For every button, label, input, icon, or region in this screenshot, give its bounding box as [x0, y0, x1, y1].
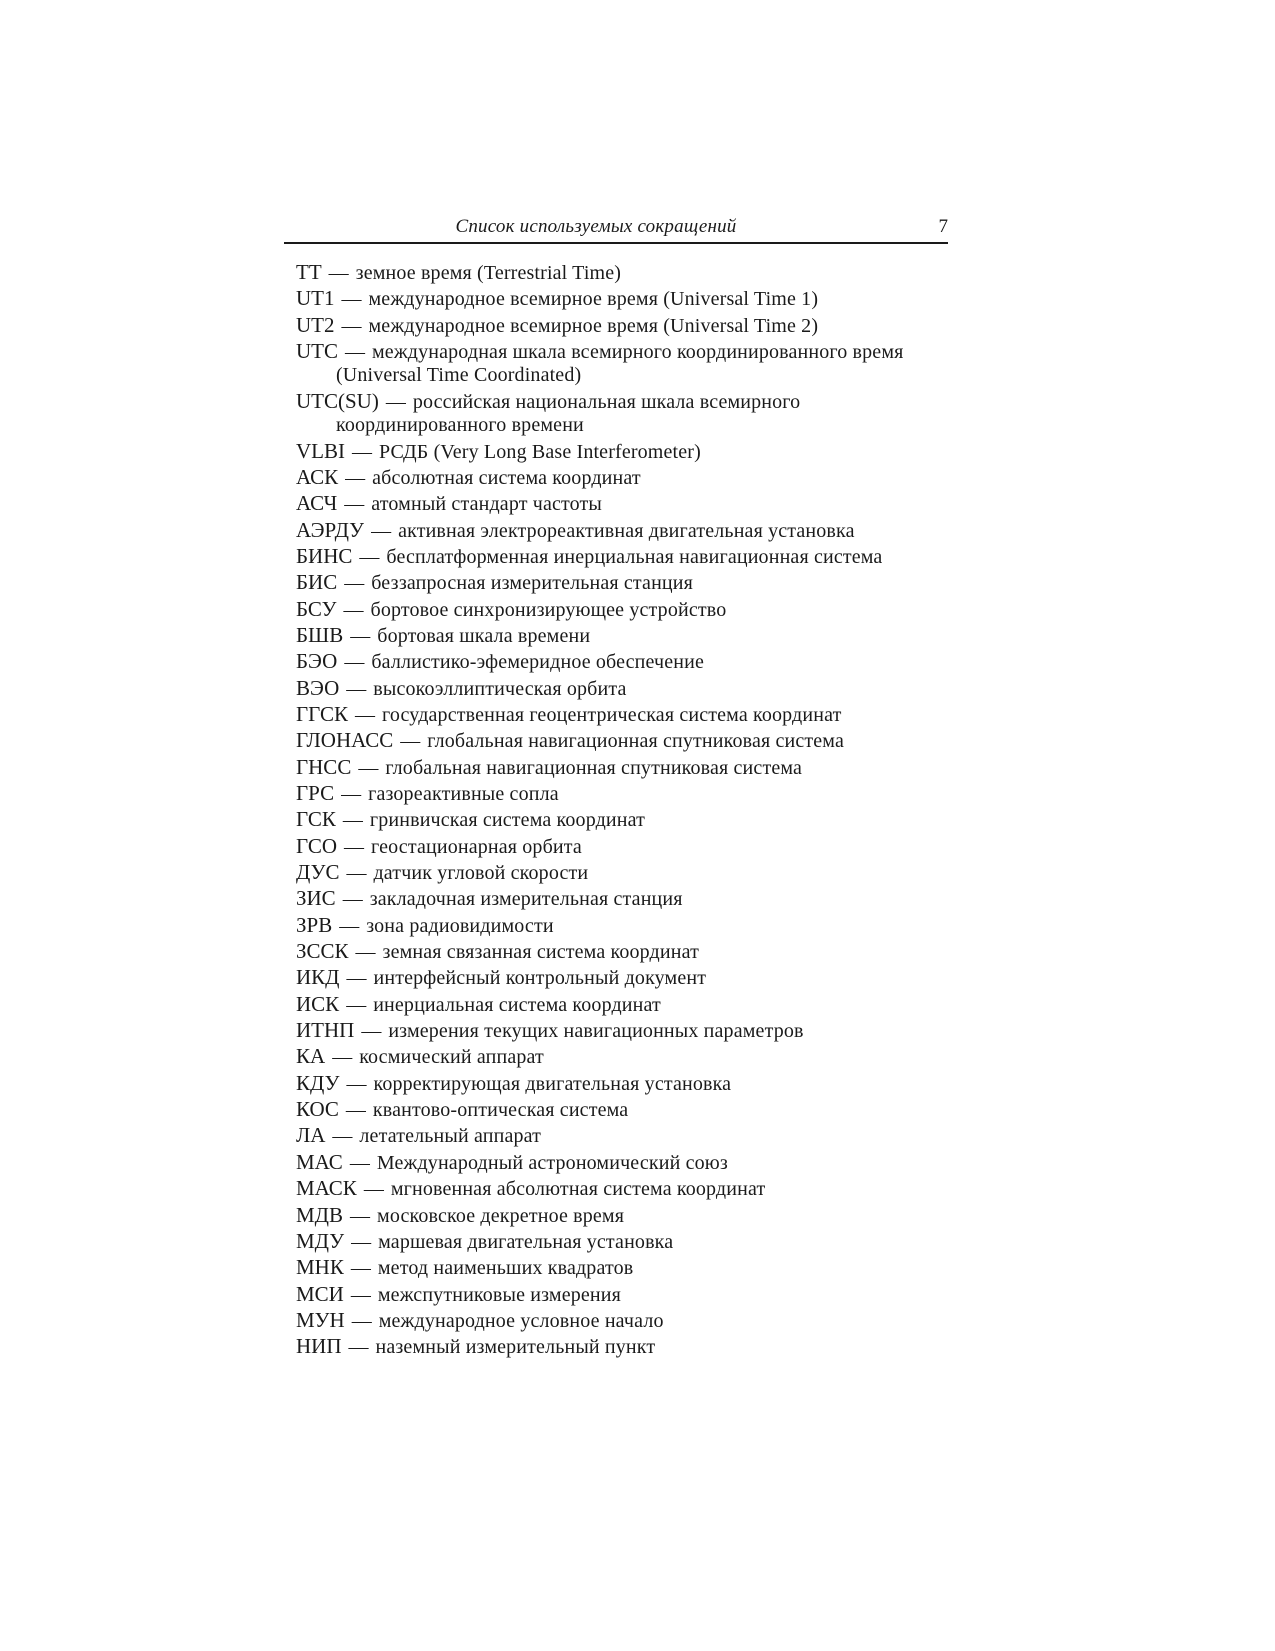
abbreviation-term: МНК [296, 1255, 344, 1280]
abbreviation-definition: геостационарная орбита [371, 835, 582, 858]
abbreviation-entry [296, 598, 948, 622]
abbreviation-entry [296, 1045, 948, 1069]
abbreviation-definition: мгновенная абсолютная система координат [390, 1178, 766, 1201]
em-dash: — [345, 1099, 366, 1122]
abbreviation-entry [296, 1230, 948, 1254]
abbreviation-definition: бесплатформенная инерциальная навигационная система [386, 545, 883, 568]
abbreviation-term: МДВ [296, 1202, 344, 1227]
abbreviation-entry [296, 545, 948, 569]
abbreviation-entry [296, 624, 948, 648]
abbreviation-definition: корректирующая двигательная установка [373, 1072, 732, 1095]
em-dash: — [361, 1020, 382, 1043]
abbreviation-definition: беззапросная измерительная станция [371, 572, 693, 595]
em-dash: — [341, 783, 362, 805]
abbreviation-term: ГГСК [296, 701, 349, 726]
em-dash: — [346, 677, 367, 700]
abbreviation-definition: интерфейсный контрольный документ [373, 967, 707, 990]
abbreviation-entry [296, 261, 948, 285]
em-dash: — [332, 1046, 353, 1069]
em-dash: — [385, 390, 406, 413]
abbreviation-term: ВЭО [296, 675, 340, 700]
em-dash: — [343, 598, 364, 621]
em-dash: — [346, 862, 367, 885]
abbreviation-term: ЗССК [296, 939, 349, 964]
abbreviation-definition: абсолютная система координат [372, 466, 641, 489]
em-dash: — [342, 809, 363, 832]
abbreviation-definition: российская национальная шкала всемирного координированного времени [336, 390, 801, 437]
abbreviation-term: БШВ [296, 622, 344, 647]
abbreviation-definition: инерциальная система координат [373, 993, 661, 1016]
abbreviation-term: ИКД [296, 965, 340, 990]
abbreviation-definition: метод наименьших квадратов [377, 1257, 634, 1280]
em-dash: — [351, 1230, 372, 1253]
abbreviation-definition: бортовая шкала времени [377, 624, 591, 647]
abbreviation-term: UT1 [296, 286, 335, 311]
abbreviation-term: TT [296, 260, 322, 284]
abbreviation-entry [296, 966, 948, 990]
abbreviation-entry [296, 519, 948, 543]
abbreviation-definition: летательный аппарат [359, 1125, 542, 1148]
em-dash: — [344, 493, 365, 516]
abbreviation-definition: международная шкала всемирного координированного время (Universal Time Coordinated) [336, 341, 904, 387]
abbreviation-term: КДУ [296, 1070, 340, 1095]
abbreviation-definition: бортовое синхронизирующее устройство [370, 598, 727, 621]
abbreviation-term: БЭО [296, 649, 338, 674]
abbreviation-term: БИС [296, 570, 338, 595]
abbreviation-definition: зона радиовидимости [366, 914, 554, 937]
em-dash: — [350, 624, 371, 647]
abbreviation-term: МУН [296, 1307, 345, 1332]
em-dash: — [332, 1125, 353, 1148]
abbreviation-term: БИНС [296, 543, 353, 568]
abbreviation-definition: измерения текущих навигационных параметров [388, 1020, 804, 1043]
em-dash: — [400, 730, 421, 753]
abbreviation-term: МАС [296, 1149, 343, 1174]
abbreviation-entry [296, 1283, 948, 1307]
abbreviation-entry [296, 287, 948, 311]
abbreviation-definition: маршевая двигательная установка [378, 1230, 674, 1253]
abbreviation-term: ГНСС [296, 754, 352, 779]
abbreviation-entry [296, 887, 948, 911]
abbreviation-term: КА [296, 1044, 326, 1069]
abbreviation-entry [296, 1256, 948, 1280]
abbreviation-entry [296, 466, 948, 490]
abbreviation-entry [296, 1177, 948, 1201]
abbreviation-term: НИП [296, 1334, 342, 1359]
abbreviation-entry [296, 808, 948, 832]
abbreviation-entry [296, 1204, 948, 1228]
abbreviation-definition: атомный стандарт частоты [371, 493, 602, 516]
em-dash: — [342, 888, 363, 911]
running-title: Список используемых сокращений [455, 216, 737, 237]
abbreviation-definition: газореактивные сопла [368, 783, 559, 805]
abbreviation-definition: Международный астрономический союз [376, 1151, 728, 1174]
abbreviation-definition: наземный измерительный пункт [375, 1336, 656, 1359]
abbreviation-definition: активная электрореактивная двигательная установка [398, 519, 855, 542]
abbreviation-entry [296, 861, 948, 885]
em-dash: — [358, 756, 379, 779]
abbreviation-term: МСИ [296, 1281, 344, 1306]
abbreviation-entry [296, 756, 948, 780]
abbreviation-entry [296, 440, 948, 464]
abbreviation-definition: высокоэллиптическая орбита [373, 677, 627, 700]
em-dash: — [349, 1151, 370, 1174]
abbreviation-definition: межспутниковые измерения [377, 1283, 621, 1306]
abbreviation-entry [296, 1309, 948, 1333]
em-dash: — [352, 440, 372, 463]
abbreviation-entry [296, 782, 948, 806]
abbreviation-entry [296, 940, 948, 964]
abbreviation-definition: земное время (Terrestrial Time) [355, 262, 622, 284]
abbreviation-term: ГРС [296, 781, 335, 805]
abbreviation-term: UT2 [296, 312, 335, 337]
abbreviation-definition: гринвичская система координат [369, 809, 646, 832]
abbreviation-entry [296, 729, 948, 753]
abbreviation-entry [296, 492, 948, 516]
abbreviation-term: ГСО [296, 833, 338, 858]
abbreviation-list [296, 261, 948, 1362]
em-dash: — [363, 1178, 384, 1201]
em-dash: — [344, 651, 365, 674]
abbreviation-entry [296, 314, 948, 338]
abbreviation-definition: датчик угловой скорости [373, 862, 589, 885]
em-dash: — [346, 1072, 367, 1095]
em-dash: — [344, 572, 365, 595]
abbreviation-term: БСУ [296, 596, 337, 621]
em-dash: — [355, 941, 376, 964]
abbreviation-definition: московское декретное время [377, 1204, 625, 1227]
abbreviation-entry [296, 835, 948, 859]
abbreviation-definition: баллистико-эфемеридное обеспечение [371, 651, 705, 674]
em-dash: — [339, 914, 360, 937]
abbreviation-entry [296, 703, 948, 727]
abbreviation-term: АСЧ [296, 491, 338, 516]
em-dash: — [350, 1204, 371, 1227]
em-dash: — [341, 288, 362, 311]
em-dash: — [371, 519, 392, 542]
abbreviation-term: ЗРВ [296, 912, 333, 937]
abbreviation-definition: государственная геоцентрическая система координат [382, 703, 842, 726]
abbreviation-entry [296, 390, 948, 438]
abbreviation-term: МДУ [296, 1228, 345, 1253]
abbreviation-term: ИСК [296, 991, 340, 1016]
em-dash: — [344, 835, 365, 858]
abbreviation-term: ГСК [296, 807, 336, 832]
abbreviation-definition: квантово-оптическая система [372, 1099, 629, 1122]
abbreviation-entry [296, 1124, 948, 1148]
abbreviation-entry [296, 1335, 948, 1359]
abbreviation-term: ГЛОНАСС [296, 728, 394, 753]
em-dash: — [346, 993, 367, 1016]
running-head [284, 214, 948, 244]
em-dash: — [328, 262, 349, 284]
abbreviation-term: ЗИС [296, 886, 336, 911]
em-dash: — [350, 1283, 371, 1306]
abbreviation-definition: международное всемирное время (Universal Time 2) [368, 314, 819, 337]
abbreviation-definition: РСДБ (Very Long Base Interferometer) [379, 440, 701, 463]
abbreviation-definition: космический аппарат [359, 1046, 544, 1069]
abbreviation-term: МАСК [296, 1176, 357, 1201]
em-dash: — [345, 466, 366, 489]
em-dash: — [341, 314, 362, 337]
abbreviation-term: ДУС [296, 860, 340, 885]
abbreviation-definition: закладочная измерительная станция [369, 888, 683, 911]
abbreviation-term: ЛА [296, 1123, 326, 1148]
abbreviation-entry [296, 993, 948, 1017]
em-dash: — [351, 1309, 372, 1332]
abbreviation-term: VLBI [296, 438, 345, 463]
abbreviation-term: АСК [296, 464, 339, 489]
abbreviation-definition: глобальная навигационная спутниковая система [385, 756, 803, 779]
em-dash: — [346, 967, 367, 990]
abbreviation-entry [296, 677, 948, 701]
abbreviation-entry [296, 1151, 948, 1175]
abbreviation-term: UTC [296, 339, 338, 364]
em-dash: — [355, 703, 376, 726]
abbreviation-entry [296, 571, 948, 595]
abbreviation-entry [296, 914, 948, 938]
abbreviation-entry [296, 340, 948, 388]
abbreviation-definition: международное всемирное время (Universal Time 1) [368, 288, 819, 311]
abbreviation-entry [296, 1019, 948, 1043]
abbreviation-term: UTC(SU) [296, 388, 379, 413]
abbreviation-term: КОС [296, 1097, 339, 1122]
abbreviation-definition: международное условное начало [378, 1309, 664, 1332]
abbreviation-term: ИТНП [296, 1018, 355, 1043]
abbreviation-definition: земная связанная система координат [382, 941, 699, 964]
em-dash: — [350, 1257, 371, 1280]
em-dash: — [345, 341, 365, 364]
em-dash: — [359, 545, 380, 568]
abbreviation-term: АЭРДУ [296, 517, 365, 542]
abbreviation-definition: глобальная навигационная спутниковая система [427, 730, 845, 753]
abbreviation-entry [296, 1072, 948, 1096]
page-number: 7 [938, 216, 948, 237]
em-dash: — [348, 1336, 369, 1359]
abbreviation-entry [296, 650, 948, 674]
abbreviation-entry [296, 1098, 948, 1122]
